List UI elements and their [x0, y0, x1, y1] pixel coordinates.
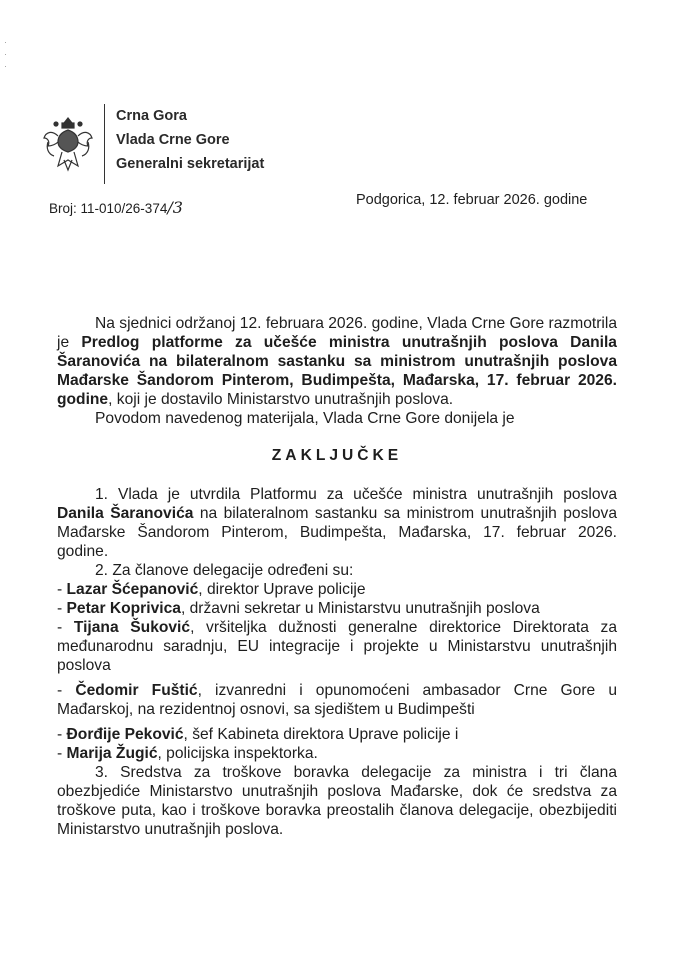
heading-conclusions: ZAKLJUČKE [271, 447, 403, 465]
place-date: Podgorica, 12. februar 2026. godine [356, 192, 588, 208]
handwritten-suffix: /3 [167, 198, 183, 217]
header-office: Generalni sekretarijat [116, 156, 265, 172]
coat-of-arms-icon [42, 112, 94, 178]
subject-title: Predlog platforme za učešće ministra unutrašnjih poslova Danila Šaranovića na bilateralnom sastanku sa ministrom unutrašnjih poslova Mađarske Šandorom Pinterom, Budimpešta, Mađarska, 17. februar 2026. godine [57, 333, 617, 408]
reference-number-text: Broj: 11-010/26-374 [49, 201, 168, 216]
conclusion-3: 3. Sredstva za troškove boravka delegacije za ministra i tri člana obezbjediće Ministarstvo unutrašnjih poslova Mađarske, dok će sredstva za troškove puta, kao i troškove boravka preostalih članova delegacije, obezbijediti Ministarstvo unutrašnjih poslova. [57, 764, 617, 838]
delegation-member: - Petar Koprivica, državni sekretar u Ministarstvu unutrašnjih poslova [57, 599, 540, 617]
header-country: Crna Gora [116, 108, 187, 124]
header-government: Vlada Crne Gore [116, 132, 230, 148]
conclusion-1: 1. Vlada je utvrdila Platformu za učešće ministra unutrašnjih poslova Danila Šaranovića na bilateralnom sastanku sa ministrom unutrašnjih poslova Mađarske Šandorom Pinterom, Budimpešta, Mađarska, 17. februar 2026. godine. [57, 486, 617, 561]
margin-stamp-marks: · · · [4, 37, 7, 71]
intro-paragraph: Na sjednici održanoj 12. februara 2026. godine, Vlada Crne Gore razmotrila je Predlog platforme za učešće ministra unutrašnjih poslova Danila Šaranovića na bilateralnom sastanku sa ministrom unutrašnjih poslova Mađarske Šandorom Pinterom, Budimpešta, Mađarska, 17. februar 2026. godine, koji je dostavilo Ministarstvo unutrašnjih poslova. [57, 315, 617, 408]
delegation-member: - Čedomir Fuštić, izvanredni i opunomoćeni ambasador Crne Gore u Mađarskoj, na rezidentnoj osnovi, sa sjedištem u Budimpešti [57, 682, 617, 719]
delegation-member: - Lazar Šćepanović, direktor Uprave policije [57, 580, 366, 598]
delegation-member: - Đorđije Peković, šef Kabineta direktora Uprave policije i [57, 726, 459, 744]
reference-number [49, 198, 183, 217]
delegation-member: - Tijana Šuković, vršiteljka dužnosti generalne direktorice Direktorata za međunarodnu saradnju, EU integracije i projekte u Ministarstvu unutrašnjih poslova [57, 618, 618, 674]
document-body [57, 315, 617, 840]
delegation-member: - Marija Žugić, policijska inspektorka. [57, 745, 318, 763]
decision-intro: Povodom navedenog materijala, Vlada Crne Gore donijela je [95, 409, 515, 427]
conclusion-2-intro: 2. Za članove delegacije određeni su: [95, 561, 354, 579]
minister-name: Danila Šaranovića [57, 505, 194, 523]
header-divider [104, 104, 105, 184]
